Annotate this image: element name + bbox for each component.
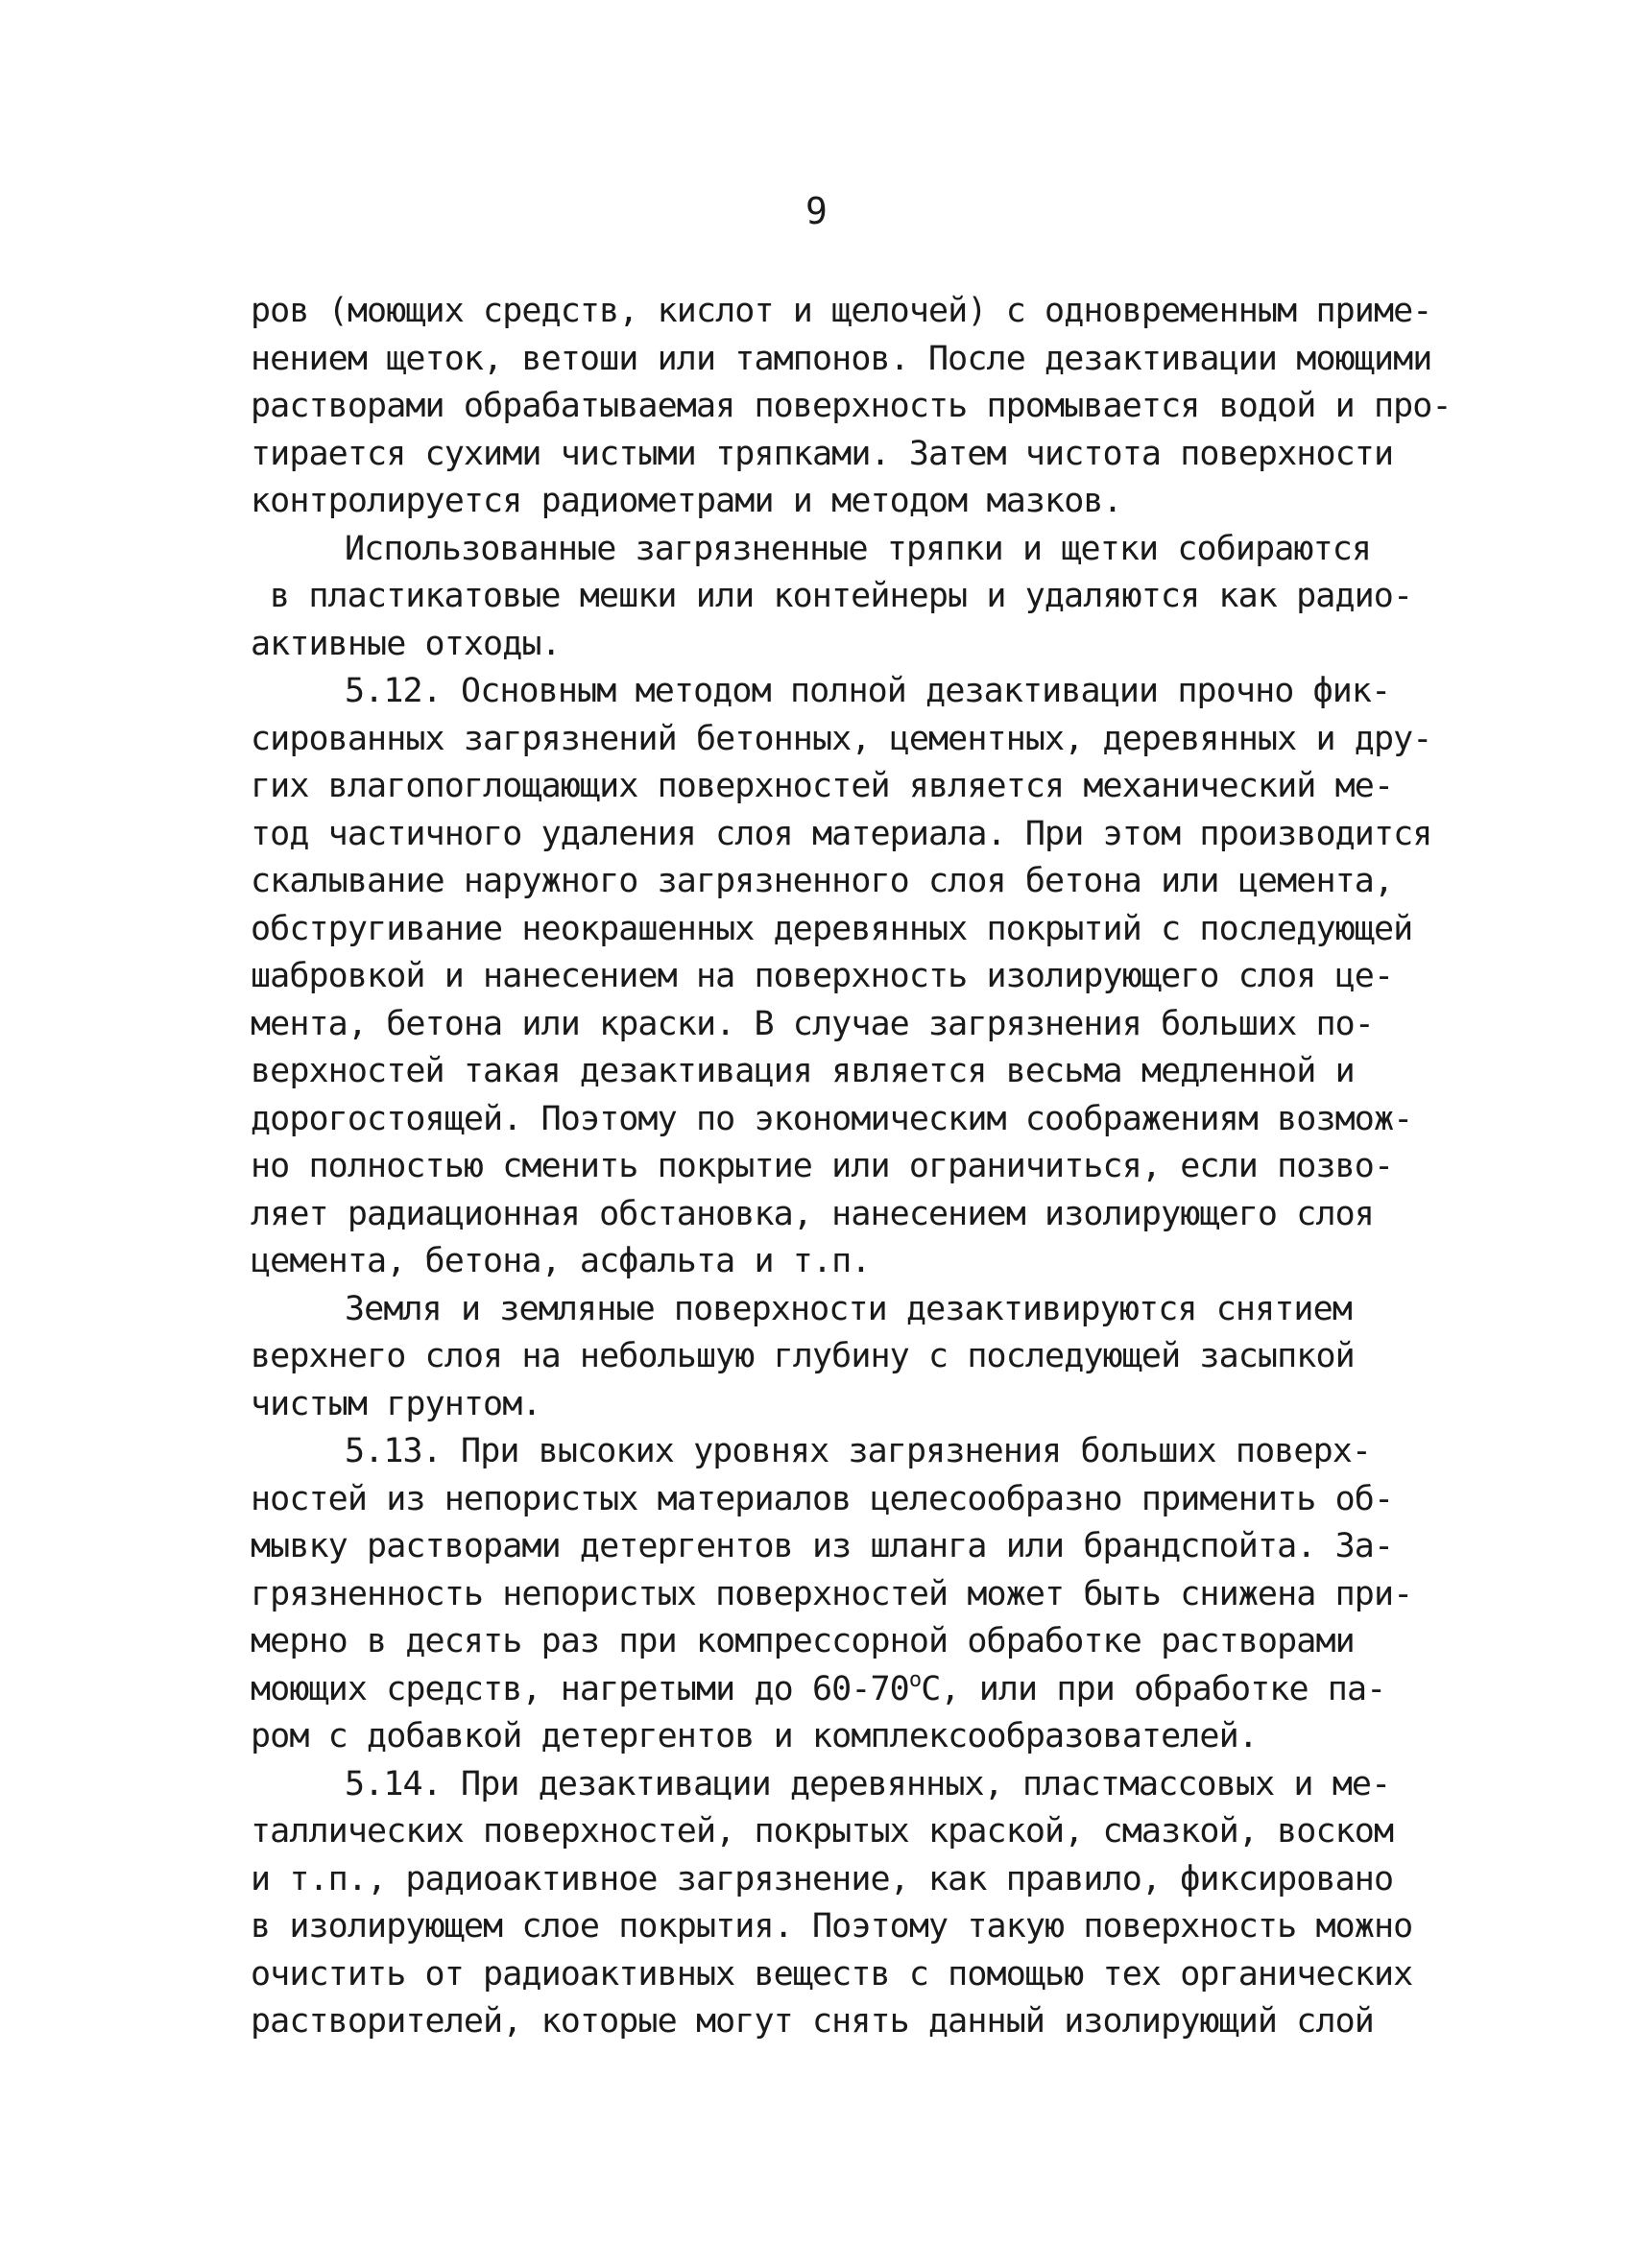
text-line: растворами обрабатываемая поверхность промывается водой и про- <box>251 387 1452 425</box>
text-line: в пластикатовые мешки или контейнеры и удаляются как радио- <box>270 577 1413 615</box>
paragraph-start-line: 5.13. При высоких уровнях загрязнения больших поверх- <box>345 1432 1372 1470</box>
text-line: шабровкой и нанесением на поверхность изолирующего слоя це- <box>251 957 1394 995</box>
text-line: тод частичного удаления слоя материала. При этом производится <box>251 814 1432 853</box>
text-line: таллических поверхностей, покрытых краской, смазкой, воском <box>251 1812 1394 1850</box>
text-line: и т.п., радиоактивное загрязнение, как правило, фиксировано <box>251 1859 1394 1898</box>
page-number: 9 <box>805 190 828 232</box>
text-line: в изолирующем слое покрытия. Поэтому такую поверхность можно <box>251 1907 1413 1946</box>
text-line: контролируется радиометрами и методом мазков. <box>251 482 1122 520</box>
text-line: цемента, бетона, асфальта и т.п. <box>251 1242 871 1280</box>
text-line: чистым грунтом. <box>251 1384 541 1423</box>
text-line: нением щеток, ветоши или тампонов. После дезактивации моющими <box>251 339 1432 378</box>
text-line: гих влагопоглощающих поверхностей является механический ме- <box>251 767 1394 805</box>
text-line: ром с добавкой детергентов и комплексообразователей. <box>251 1717 1258 1755</box>
text-line: верхностей такая дезактивация является весьма медленной и <box>251 1052 1355 1090</box>
text-line: ностей из непористых материалов целесообразно применить об- <box>251 1479 1394 1518</box>
text-line: грязненность непористых поверхностей может быть снижена при- <box>251 1574 1413 1613</box>
text-line: очистить от радиоактивных веществ с помощью тех органических <box>251 1954 1413 1993</box>
line-head: моющих средств, нагретыми до 60-70 <box>251 1669 909 1708</box>
text-line: ров (моющих средств, кислот и щелочей) с одновременным приме- <box>251 292 1432 330</box>
paragraph-start-line: 5.12. Основным методом полной дезактивации прочно фик- <box>345 672 1391 710</box>
text-line: ляет радиационная обстановка, нанесением изолирующего слоя <box>251 1194 1374 1233</box>
text-line-with-degree <box>251 1666 1441 1714</box>
line-tail: С, или при обработке па- <box>921 1669 1386 1708</box>
text-line: мента, бетона или краски. В случае загрязнения больших по- <box>251 1004 1374 1043</box>
paragraph-start-line: Использованные загрязненные тряпки и щетки собираются <box>345 529 1372 568</box>
text-line: растворителей, которые могут снять данный изолирующий слой <box>251 2002 1374 2041</box>
text-line: обстругивание неокрашенных деревянных покрытий с последующей <box>251 909 1413 948</box>
degree-superscript: о <box>908 1667 922 1692</box>
text-line: верхнего слоя на небольшую глубину с последующей засыпкой <box>251 1337 1355 1375</box>
text-line: сированных загрязнений бетонных, цементных, деревянных и дру- <box>251 719 1432 758</box>
text-line: мывку растворами детергентов из шланга или брандспойта. За- <box>251 1527 1394 1565</box>
paragraph-start-line: 5.14. При дезактивации деревянных, пластмассовых и ме- <box>345 1764 1391 1803</box>
body-text <box>251 288 1452 2046</box>
text-line: мерно в десять раз при компрессорной обработке растворами <box>251 1622 1355 1660</box>
paragraph-start-line: Земля и земляные поверхности дезактивируются снятием <box>345 1289 1352 1328</box>
text-line: скалывание наружного загрязненного слоя бетона или цемента, <box>251 862 1394 900</box>
text-line: активные отходы. <box>251 624 561 663</box>
text-line: но полностью сменить покрытие или ограничиться, если позво- <box>251 1147 1394 1185</box>
text-line: тирается сухими чистыми тряпками. Затем чистота поверхности <box>251 434 1394 473</box>
text-line: дорогостоящей. Поэтому по экономическим соображениям возмож- <box>251 1099 1413 1138</box>
